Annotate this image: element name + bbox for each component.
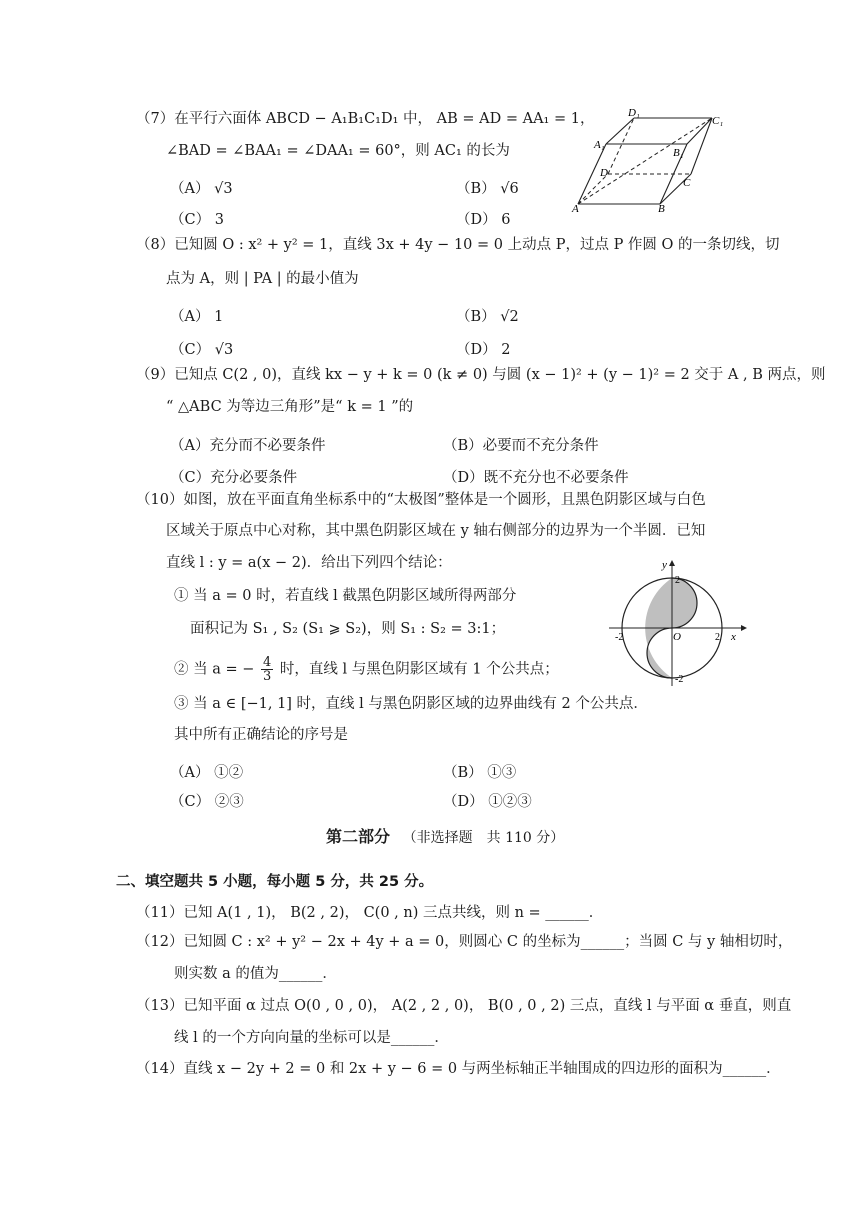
q13-line1: （13）已知平面 α 过点 O(0 , 0 , 0)， A(2 , 2 , 0)， B(0 , 0 , 2) 三点，直线 l 与平面 α 垂直，则直 bbox=[136, 998, 792, 1014]
axis-label-y: y bbox=[662, 559, 667, 571]
q9-option-c: （C）充分必要条件 bbox=[170, 470, 298, 486]
q7-option-b: （B） √6 bbox=[456, 181, 519, 197]
q12-line1: （12）已知圆 C : x² + y² − 2x + 4y + a = 0，则圆心 C 的坐标为______；当圆 C 与 y 轴相切时， bbox=[136, 934, 793, 950]
q10-option-a: （A） ①② bbox=[170, 765, 244, 781]
label-d1: D₁ bbox=[628, 107, 640, 119]
part2-subtitle: （非选择题 共 110 分） bbox=[402, 830, 565, 846]
part2-heading bbox=[326, 829, 564, 846]
label-b: B bbox=[658, 203, 665, 214]
q12-line2: 则实数 a 的值为______． bbox=[174, 966, 337, 982]
fraction-denominator: 3 bbox=[263, 669, 272, 684]
q7-option-d: （D） 6 bbox=[456, 212, 511, 228]
q10-conclusion-1b: 面积记为 S₁ , S₂ (S₁ ⩾ S₂)，则 S₁ : S₂ = 3:1； bbox=[190, 621, 506, 637]
taiji-figure bbox=[605, 558, 755, 688]
q8-option-b: （B） √2 bbox=[456, 309, 519, 325]
q8-line1: （8）已知圆 O : x² + y² = 1，直线 3x + 4y − 10 = 0 上动点 P，过点 P 作圆 O 的一条切线，切 bbox=[136, 237, 780, 253]
q9-option-b: （B）必要而不充分条件 bbox=[443, 438, 599, 454]
q9-option-d: （D）既不充分也不必要条件 bbox=[443, 470, 629, 486]
axis-label-x: x bbox=[731, 631, 736, 643]
label-b1: B₁ bbox=[673, 147, 684, 159]
tick-label-bottom: -2 bbox=[675, 674, 684, 685]
fraction bbox=[261, 656, 273, 683]
tick-label-right: 2 bbox=[715, 632, 720, 643]
label-d: D bbox=[600, 167, 608, 179]
q8-option-c: （C） √3 bbox=[170, 342, 234, 358]
q9-line2: “ △ABC 为等边三角形”是“ k = 1 ”的 bbox=[166, 399, 414, 415]
q11-line1: （11）已知 A(1 , 1)， B(2 , 2)， C(0 , n) 三点共线，则 n = ______． bbox=[136, 905, 604, 921]
q10-line3: 直线 l : y = a(x − 2)．给出下列四个结论： bbox=[166, 555, 452, 571]
q10-conclusion-2 bbox=[174, 656, 559, 683]
q9-line1: （9）已知点 C(2 , 0)，直线 kx − y + k = 0 (k ≠ 0) 与圆 (x − 1)² + (y − 1)² = 2 交于 A , B 两点，则 bbox=[136, 367, 826, 383]
q10-option-c: （C） ②③ bbox=[170, 794, 244, 810]
q10-conclusion-2-prefix: ② 当 a = − bbox=[174, 661, 255, 678]
label-a1: A₁ bbox=[594, 139, 605, 151]
tick-label-left: -2 bbox=[615, 632, 624, 643]
y-axis-arrow bbox=[669, 560, 675, 566]
fraction-numerator: 4 bbox=[263, 655, 272, 670]
q10-line1: （10）如图，放在平面直角坐标系中的“太极图”整体是一个圆形，且黑色阴影区域与白色 bbox=[136, 492, 706, 508]
part2-title: 第二部分 bbox=[326, 827, 391, 846]
q7-line1: （7）在平行六面体 ABCD − A₁B₁C₁D₁ 中， AB = AD = AA₁ = 1， bbox=[136, 111, 595, 127]
q8-option-a: （A） 1 bbox=[170, 309, 224, 325]
label-c: C bbox=[683, 177, 691, 189]
q10-option-b: （B） ①③ bbox=[443, 765, 517, 781]
parallelepiped-figure bbox=[570, 104, 730, 214]
q14-line1: （14）直线 x − 2y + 2 = 0 和 2x + y − 6 = 0 与两坐标轴正半轴围成的四边形的面积为______． bbox=[136, 1061, 781, 1077]
q7-option-a: （A） √3 bbox=[170, 181, 233, 197]
tick-label-top: 2 bbox=[675, 575, 680, 586]
q7-line2: ∠BAD = ∠BAA₁ = ∠DAA₁ = 60°，则 AC₁ 的长为 bbox=[166, 143, 510, 159]
q8-option-d: （D） 2 bbox=[456, 342, 511, 358]
label-c1: C₁ bbox=[712, 115, 724, 127]
q13-line2: 线 l 的一个方向向量的坐标可以是______． bbox=[174, 1030, 449, 1046]
q10-conclusion-3: ③ 当 a ∈ [−1, 1] 时，直线 l 与黑色阴影区域的边界曲线有 2 个公共点． bbox=[174, 696, 648, 712]
q7-option-c: （C） 3 bbox=[170, 212, 224, 228]
q10-conclusion-2-suffix: 时，直线 l 与黑色阴影区域有 1 个公共点； bbox=[279, 661, 559, 678]
q8-line2: 点为 A，则 | PA | 的最小值为 bbox=[166, 271, 359, 287]
q10-ask: 其中所有正确结论的序号是 bbox=[174, 727, 348, 743]
section2-heading: 二、填空题共 5 小题，每小题 5 分，共 25 分。 bbox=[116, 874, 434, 890]
origin-label: O bbox=[673, 631, 681, 643]
q9-option-a: （A）充分而不必要条件 bbox=[170, 438, 326, 454]
q10-line2: 区域关于原点中心对称，其中黑色阴影区域在 y 轴右侧部分的边界为一个半圆．已知 bbox=[166, 523, 706, 539]
x-axis-arrow bbox=[741, 625, 747, 631]
q10-option-d: （D） ①②③ bbox=[443, 794, 532, 810]
label-a: A bbox=[572, 203, 579, 214]
q10-conclusion-1a: ① 当 a = 0 时，若直线 l 截黑色阴影区域所得两部分 bbox=[174, 588, 517, 604]
